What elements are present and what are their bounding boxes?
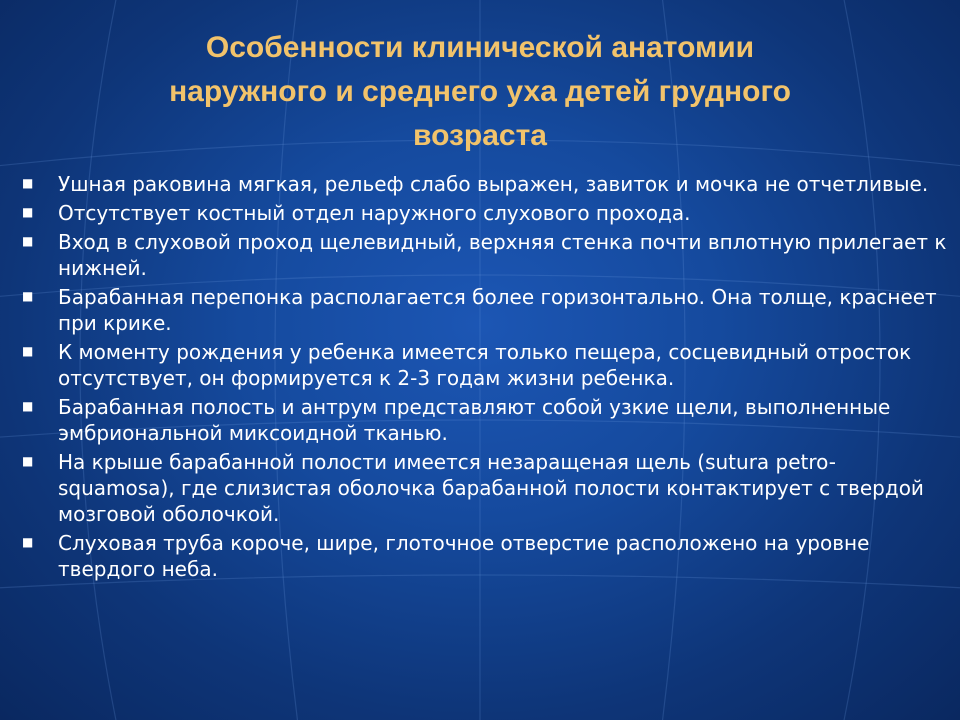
bullet-item	[22, 449, 952, 527]
bullet-text: Барабанная перепонка располагается более горизонтально. Она толще, краснеет при крике.	[58, 285, 937, 335]
slide-title	[60, 26, 900, 158]
square-bullet-icon: ■	[22, 234, 34, 248]
title-line: возраста	[413, 119, 547, 152]
square-bullet-icon: ■	[22, 289, 34, 303]
square-bullet-icon: ■	[22, 205, 34, 219]
bullet-item	[22, 394, 952, 446]
bullet-text: К моменту рождения у ребенка имеется только пещера, сосцевидный отросток отсутствует, он формируется к 2-3 годам жизни ребенка.	[58, 340, 912, 390]
square-bullet-icon: ■	[22, 176, 34, 190]
title-line: наружного и среднего уха детей грудного	[169, 75, 791, 108]
bullet-text: На крыше барабанной полости имеется незаращеная щель (sutura petro-squamosa), где слизистая оболочка барабанной полости контактирует с твердой мозговой оболочкой.	[58, 450, 924, 526]
bullet-text: Слуховая труба короче, шире, глоточное отверстие расположено на уровне твердого неба.	[58, 531, 870, 581]
square-bullet-icon: ■	[22, 344, 34, 358]
bullet-list	[22, 171, 952, 585]
square-bullet-icon: ■	[22, 535, 34, 549]
bullet-item	[22, 171, 952, 197]
title-line: Особенности клинической анатомии	[205, 31, 755, 64]
bullet-item	[22, 339, 952, 391]
bullet-text: Отсутствует костный отдел наружного слухового прохода.	[58, 201, 691, 225]
bullet-text: Барабанная полость и антрум представляют собой узкие щели, выполненные эмбриональной миксоидной тканью.	[58, 395, 891, 445]
bullet-item	[22, 229, 952, 281]
square-bullet-icon: ■	[22, 454, 34, 468]
bullet-item	[22, 284, 952, 336]
bullet-item	[22, 530, 952, 582]
bullet-text: Вход в слуховой проход щелевидный, верхняя стенка почти вплотную прилегает к нижней.	[58, 230, 947, 280]
bullet-text: Ушная раковина мягкая, рельеф слабо выражен, завиток и мочка не отчетливые.	[58, 172, 929, 196]
bullet-item	[22, 200, 952, 226]
square-bullet-icon: ■	[22, 399, 34, 413]
